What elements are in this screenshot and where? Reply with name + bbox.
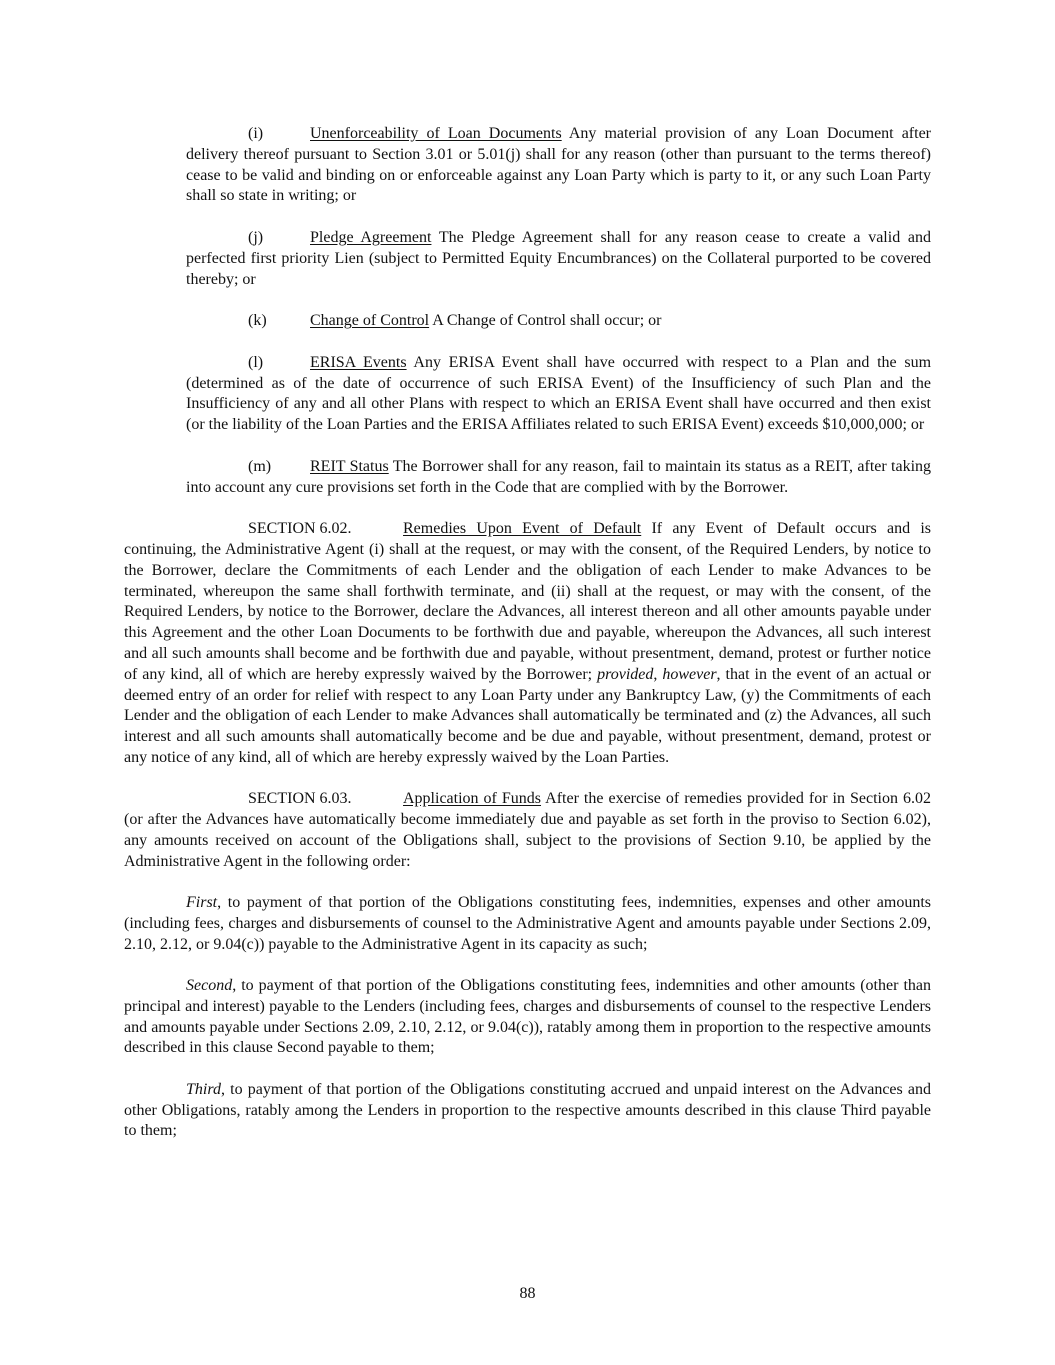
section-text-continued: , that in the event of an actual or deemed entry of an order for relief with respect to any Loan Party under any Bankruptcy Law, (y) the Commitments of each Lender and the obligation of each Lender to make Advances shall automatically be terminated and (z) the Advances, all such interest and all such amounts shall automatically become and be due and payable, without presentment, demand, protest or any notice of any kind, all of which are hereby expressly waived by the Loan Parties. <box>124 665 931 766</box>
clause-title: Unenforceability of Loan Documents <box>310 125 562 142</box>
priority-label: Second <box>186 977 233 995</box>
clause-title: Change of Control <box>310 312 430 330</box>
clause-title: REIT Status <box>310 457 389 475</box>
clause-text: The Pledge Agreement shall for any reason cease to create a valid and perfected first priority Lien (subject to Permitted Equity Encumbrances) on the Collateral purported to be covered thereby; or <box>186 228 931 288</box>
priority-second <box>124 976 931 1059</box>
page-number: 88 <box>519 1285 536 1302</box>
clause-j <box>186 228 931 290</box>
clause-k <box>186 311 931 332</box>
clause-text: The Borrower shall for any reason, fail to maintain its status as a REIT, after taking into account any cure provisions set forth in the Code that are complied with by the Borrower. <box>186 457 932 496</box>
priority-label: First <box>186 894 218 912</box>
clause-l <box>186 353 931 436</box>
priority-text: , to payment of that portion of the Obligations constituting accrued and unpaid interest on the Advances and other Obligations, ratably among the Lenders in proportion to the respective amounts described in this clause Third payable to them; <box>124 1080 931 1140</box>
priority-label: Third <box>186 1080 221 1098</box>
clause-title: Pledge Agreement <box>310 228 432 246</box>
section-text: After the exercise of remedies provided for in Section 6.02 (or after the Advances have automatically become immediately due and payable as set forth in the proviso to Section 6.02), any amounts received on account of the Obligations shall, subject to the provisions of Section 9.10, be applied by the Administrative Agent in the following order: <box>124 790 931 870</box>
clause-number: (k) <box>248 312 267 330</box>
clause-title: ERISA Events <box>310 353 407 371</box>
clause-number: (i) <box>248 125 264 142</box>
priority-text: , to payment of that portion of the Obligations constituting fees, indemnities and other amounts (other than principal and interest) payable to the Lenders (including fees, charges and disbursements of counsel to the respective Lenders and amounts payable under Sections 2.09, 2.10, 2.12, or 9.04(c)), ratably among them in proportion to the respective amounts described in this clause Second payable to them; <box>124 977 931 1057</box>
clause-text: A Change of Control shall occur; or <box>429 312 662 330</box>
however-term: however <box>662 665 717 683</box>
provided-term: provided <box>597 665 654 683</box>
section-title: Application of Funds <box>403 790 542 808</box>
clause-text: Any ERISA Event shall have occurred with respect to a Plan and the sum (determined as of the date of occurrence of such ERISA Event) of the Insufficiency of such Plan and the Insufficiency of any and all other Plans with respect to which an ERISA Event shall have occurred and then exist (or the liability of the Loan Parties and the ERISA Affiliates related to such ERISA Event) exceeds $10,000,000; or <box>186 353 932 434</box>
section-6-03 <box>124 789 931 872</box>
priority-first <box>124 893 931 955</box>
clause-text: Any material provision of any Loan Document after delivery thereof pursuant to Section 3.01 or 5.01(j) shall for any reason (other than pursuant to the terms thereof) cease to be valid and binding on or enforceable against any Loan Party which is party to it, or any such Loan Party shall so state in writing; or <box>186 125 931 205</box>
priority-third <box>124 1080 931 1142</box>
clause-i <box>186 124 931 207</box>
section-number: SECTION 6.02. <box>248 520 352 538</box>
clause-number: (l) <box>248 353 264 371</box>
clause-m <box>186 457 931 499</box>
section-6-02 <box>124 519 931 769</box>
comma: , <box>653 665 663 683</box>
section-text: If any Event of Default occurs and is continuing, the Administrative Agent (i) shall at the request, or may with the consent, of the Required Lenders, by notice to the Borrower, declare the Commitments of each Lender and the obligation of each Lender to make Advances to be terminated, whereupon the same shall forthwith terminate, and (ii) shall at the request, or may with the consent, of the Required Lenders, by notice to the Borrower, declare the Advances, all interest thereon and all other amounts payable under this Agreement and the other Loan Documents to be forthwith due and payable, whereupon the Advances, all such interest and all such amounts shall become and be forthwith due and payable, without presentment, demand, protest or further notice of any kind, all of which are hereby expressly waived by the Borrower; <box>124 520 931 683</box>
clause-number: (j) <box>248 228 264 246</box>
clause-number: (m) <box>248 457 272 475</box>
section-title: Remedies Upon Event of Default <box>403 520 642 538</box>
section-number: SECTION 6.03. <box>248 790 352 808</box>
priority-text: , to payment of that portion of the Obligations constituting fees, indemnities, expenses and other amounts (including fees, charges and disbursements of counsel to the Administrative Agent and amounts payable under Sections 2.09, 2.10, 2.12, or 9.04(c)) payable to the Administrative Agent in its capacity as such; <box>124 894 931 953</box>
